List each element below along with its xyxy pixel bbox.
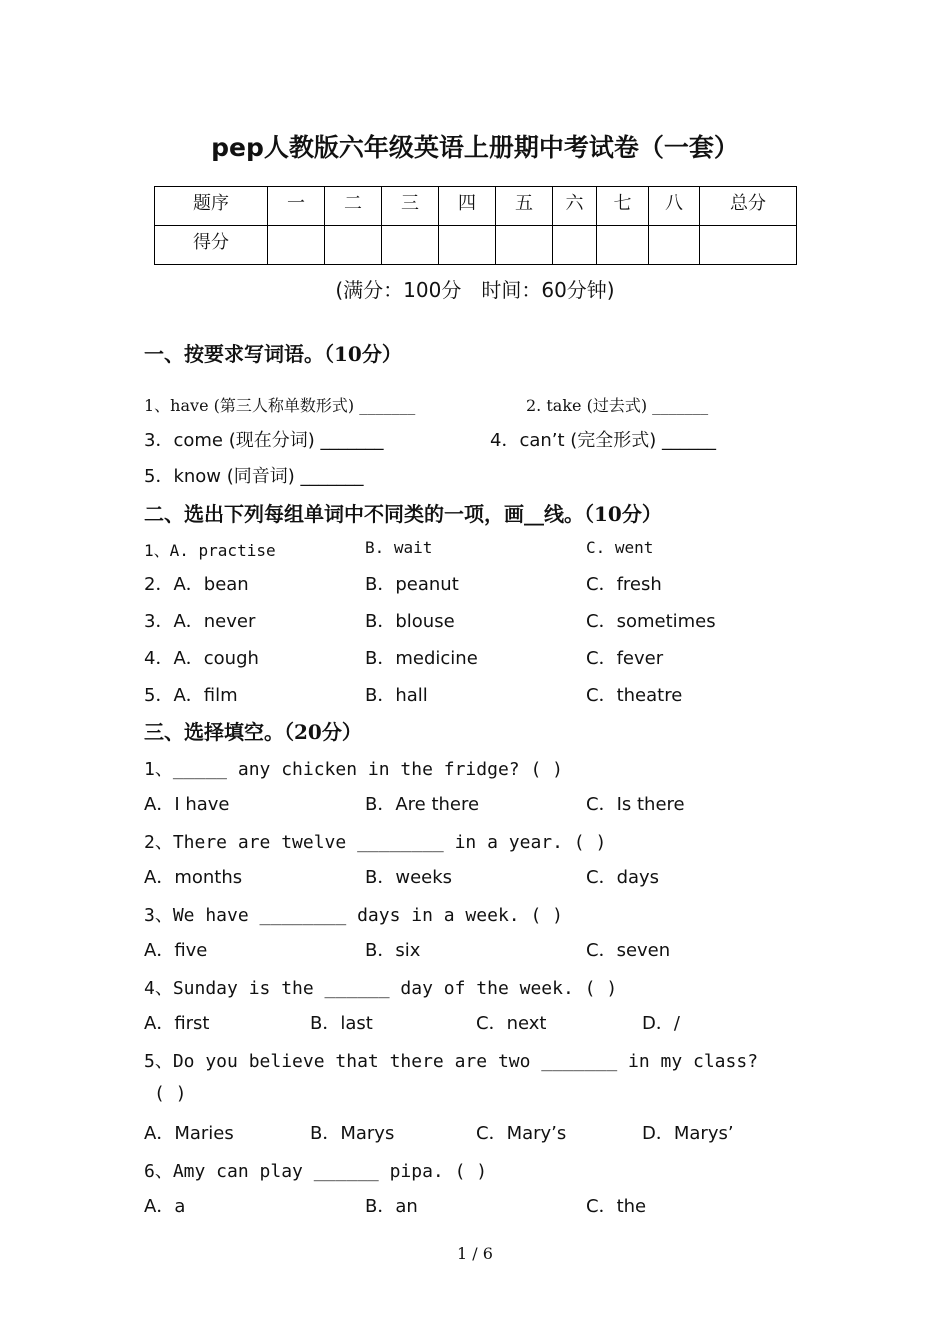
- option-text: A．a: [144, 1196, 186, 1217]
- option-text: A．months: [144, 867, 243, 888]
- table-cell: 六: [553, 187, 597, 226]
- score-input-cell[interactable]: [325, 226, 382, 265]
- option-text: A．Maries: [144, 1123, 234, 1144]
- table-cell: 题序: [155, 187, 268, 226]
- table-cell: 一: [268, 187, 325, 226]
- score-input-cell[interactable]: [700, 226, 797, 265]
- option-text: C．Mary’s: [476, 1123, 567, 1144]
- table-cell: 总分: [700, 187, 797, 226]
- score-input-cell[interactable]: [496, 226, 553, 265]
- option-text: B. wait: [365, 538, 433, 557]
- option-text: C．fresh: [586, 574, 662, 595]
- question-text: 5、Do you believe that there are two _______ in my class?: [144, 1051, 759, 1072]
- table-cell: 得分: [155, 226, 268, 265]
- option-text: B．peanut: [365, 574, 459, 595]
- score-input-cell[interactable]: [268, 226, 325, 265]
- option-text: C．sometimes: [586, 611, 716, 632]
- table-cell: 八: [649, 187, 700, 226]
- option-text: B．six: [365, 940, 421, 961]
- section-heading: 一、按要求写词语。（10分）: [144, 342, 402, 366]
- score-input-cell[interactable]: [649, 226, 700, 265]
- option-text: D．Marys’: [642, 1123, 734, 1144]
- option-text: A．first: [144, 1013, 210, 1034]
- option-text: 4．A．cough: [144, 648, 259, 669]
- option-text: C．days: [586, 867, 660, 888]
- page-number: 1 / 6: [457, 1244, 493, 1263]
- question-text: 4．can’t (完全形式) ______: [490, 430, 717, 451]
- section-heading: 三、选择填空。（20分）: [144, 720, 362, 744]
- option-text: C．seven: [586, 940, 671, 961]
- answer-bracket: ( ): [154, 1083, 187, 1104]
- option-text: 1、A. practise: [144, 541, 276, 560]
- option-text: B．hall: [365, 685, 428, 706]
- option-text: C．theatre: [586, 685, 683, 706]
- option-text: C．Is there: [586, 794, 685, 815]
- question-text: 3．come (现在分词) _______: [144, 430, 384, 451]
- option-text: B．an: [365, 1196, 418, 1217]
- table-cell: 七: [597, 187, 649, 226]
- score-input-cell[interactable]: [439, 226, 496, 265]
- section-heading: 二、选出下列每组单词中不同类的一项，画__线。（10分）: [144, 502, 662, 526]
- option-text: D．/: [642, 1013, 680, 1034]
- exam-subtitle: (满分：100分 时间：60分钟): [335, 278, 615, 302]
- option-text: C. went: [586, 538, 654, 557]
- page-title: pep人教版六年级英语上册期中考试卷（一套）: [211, 133, 739, 162]
- question-text: 1、_____ any chicken in the fridge? ( ): [144, 759, 563, 780]
- score-input-cell[interactable]: [597, 226, 649, 265]
- option-text: C．the: [586, 1196, 647, 1217]
- table-cell: 二: [325, 187, 382, 226]
- question-text: 5．know (同音词) _______: [144, 466, 364, 487]
- question-text: 1、have (第三人称单数形式) _______: [144, 396, 416, 415]
- option-text: B．last: [310, 1013, 373, 1034]
- option-text: B．Marys: [310, 1123, 395, 1144]
- table-cell: 五: [496, 187, 553, 226]
- table-cell: 三: [382, 187, 439, 226]
- score-table: [154, 186, 797, 265]
- option-text: A．I have: [144, 794, 230, 815]
- option-text: 3．A．never: [144, 611, 256, 632]
- score-table-score-row: [155, 226, 797, 265]
- option-text: B．blouse: [365, 611, 455, 632]
- option-text: A．five: [144, 940, 208, 961]
- question-text: 2. take (过去式) _______: [526, 396, 709, 415]
- question-text: 2、There are twelve ________ in a year. ( ): [144, 832, 607, 853]
- option-text: B．medicine: [365, 648, 478, 669]
- question-text: 6、Amy can play ______ pipa. ( ): [144, 1161, 488, 1182]
- option-text: B．weeks: [365, 867, 453, 888]
- score-table-header-row: [155, 187, 797, 226]
- option-text: 2．A．bean: [144, 574, 249, 595]
- score-input-cell[interactable]: [553, 226, 597, 265]
- option-text: C．fever: [586, 648, 664, 669]
- question-text: 4、Sunday is the ______ day of the week. ( ): [144, 978, 618, 999]
- option-text: B．Are there: [365, 794, 480, 815]
- score-input-cell[interactable]: [382, 226, 439, 265]
- question-text: 3、We have ________ days in a week. ( ): [144, 905, 563, 926]
- option-text: C．next: [476, 1013, 547, 1034]
- option-text: 5．A．film: [144, 685, 238, 706]
- table-cell: 四: [439, 187, 496, 226]
